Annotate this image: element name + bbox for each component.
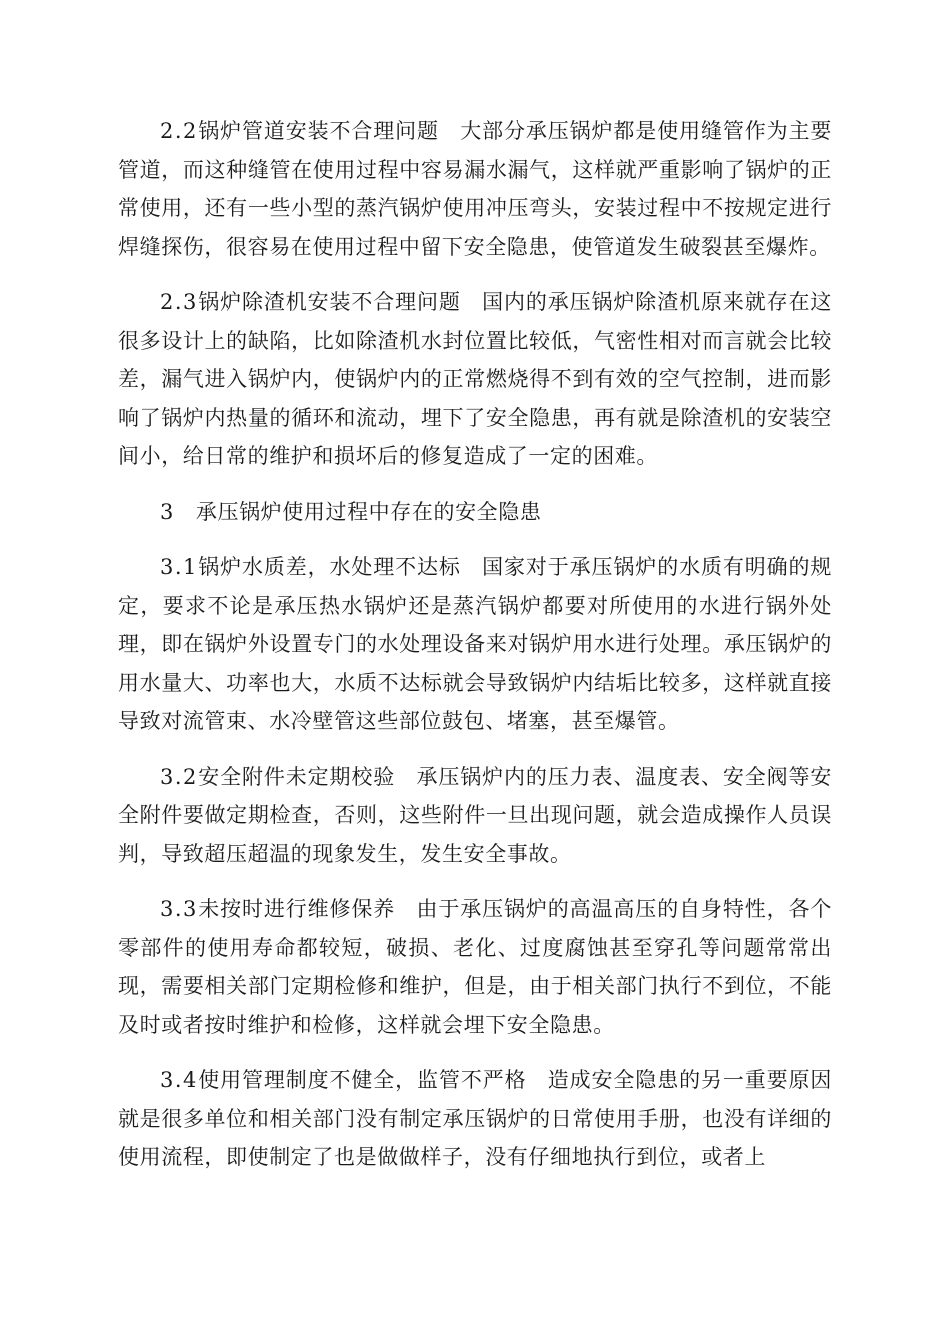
section-number: 2.3 <box>160 290 198 314</box>
section-body: 造成安全隐患的另一重要原因就是很多单位和相关部门没有制定承压锅炉的日常使用手册，也没有详细的使用流程，即使制定了也是做做样子，没有仔细地执行到位，或者上 <box>118 1068 832 1169</box>
document-body <box>118 112 832 1194</box>
section-3-2-paragraph <box>118 758 832 874</box>
section-2-3-paragraph <box>118 283 832 476</box>
section-heading: 锅炉管道安装不合理问题 <box>197 119 439 143</box>
section-heading: 安全附件未定期校验 <box>197 764 396 789</box>
section-body: 由于承压锅炉的高温高压的自身特性，各个零部件的使用寿命都较短，破损、老化、过度腐蚀甚至穿孔等问题常常出现，需要相关部门定期检修和维护，但是，由于相关部门执行不到位，不能及时或者按时维护和检修，这样就会埋下安全隐患。 <box>118 897 832 1037</box>
section-heading: 使用管理制度不健全，监管不严格 <box>197 1068 527 1092</box>
section-number: 3.2 <box>160 764 198 789</box>
section-3-3-paragraph <box>118 890 832 1044</box>
section-number: 3.3 <box>160 897 198 921</box>
section-heading: 锅炉水质差，水处理不达标 <box>197 555 461 579</box>
section-number: 3.1 <box>160 555 198 579</box>
section-number: 3 <box>160 499 175 524</box>
section-heading: 承压锅炉使用过程中存在的安全隐患 <box>195 499 542 524</box>
section-body: 国内的承压锅炉除渣机原来就存在这很多设计上的缺陷，比如除渣机水封位置比较低，气密性相对而言就会比较差，漏气进入锅炉内，使锅炉内的正常燃烧得不到有效的空气控制，进而影响了锅炉内热量的循环和流动，埋下了安全隐患，再有就是除渣机的安装空间小，给日常的维护和损坏后的修复造成了一定的困难。 <box>118 290 832 468</box>
section-3-1-paragraph <box>118 548 832 741</box>
section-3-4-paragraph <box>118 1061 832 1177</box>
section-3-heading <box>118 493 832 532</box>
section-number: 3.4 <box>160 1068 198 1092</box>
section-body: 大部分承压锅炉都是使用缝管作为主要管道，而这种缝管在使用过程中容易漏水漏气，这样就严重影响了锅炉的正常使用，还有一些小型的蒸汽锅炉使用冲压弯头，安装过程中不按规定进行焊缝探伤，很容易在使用过程中留下安全隐患，使管道发生破裂甚至爆炸。 <box>118 119 832 259</box>
section-body: 承压锅炉内的压力表、温度表、安全阀等安全附件要做定期检查，否则，这些附件一旦出现问题，就会造成操作人员误判，导致超压超温的现象发生，发生安全事故。 <box>118 764 832 866</box>
section-heading: 锅炉除渣机安装不合理问题 <box>197 290 461 314</box>
section-heading: 未按时进行维修保养 <box>197 897 396 921</box>
section-2-2-paragraph <box>118 112 832 266</box>
section-number: 2.2 <box>160 119 198 143</box>
section-body: 国家对于承压锅炉的水质有明确的规定，要求不论是承压热水锅炉还是蒸汽锅炉都要对所使用的水进行锅外处理，即在锅炉外设置专门的水处理设备来对锅炉用水进行处理。承压锅炉的用水量大、功率也大，水质不达标就会导致锅炉内结垢比较多，这样就直接导致对流管束、水冷壁管这些部位鼓包、堵塞，甚至爆管。 <box>118 555 832 733</box>
